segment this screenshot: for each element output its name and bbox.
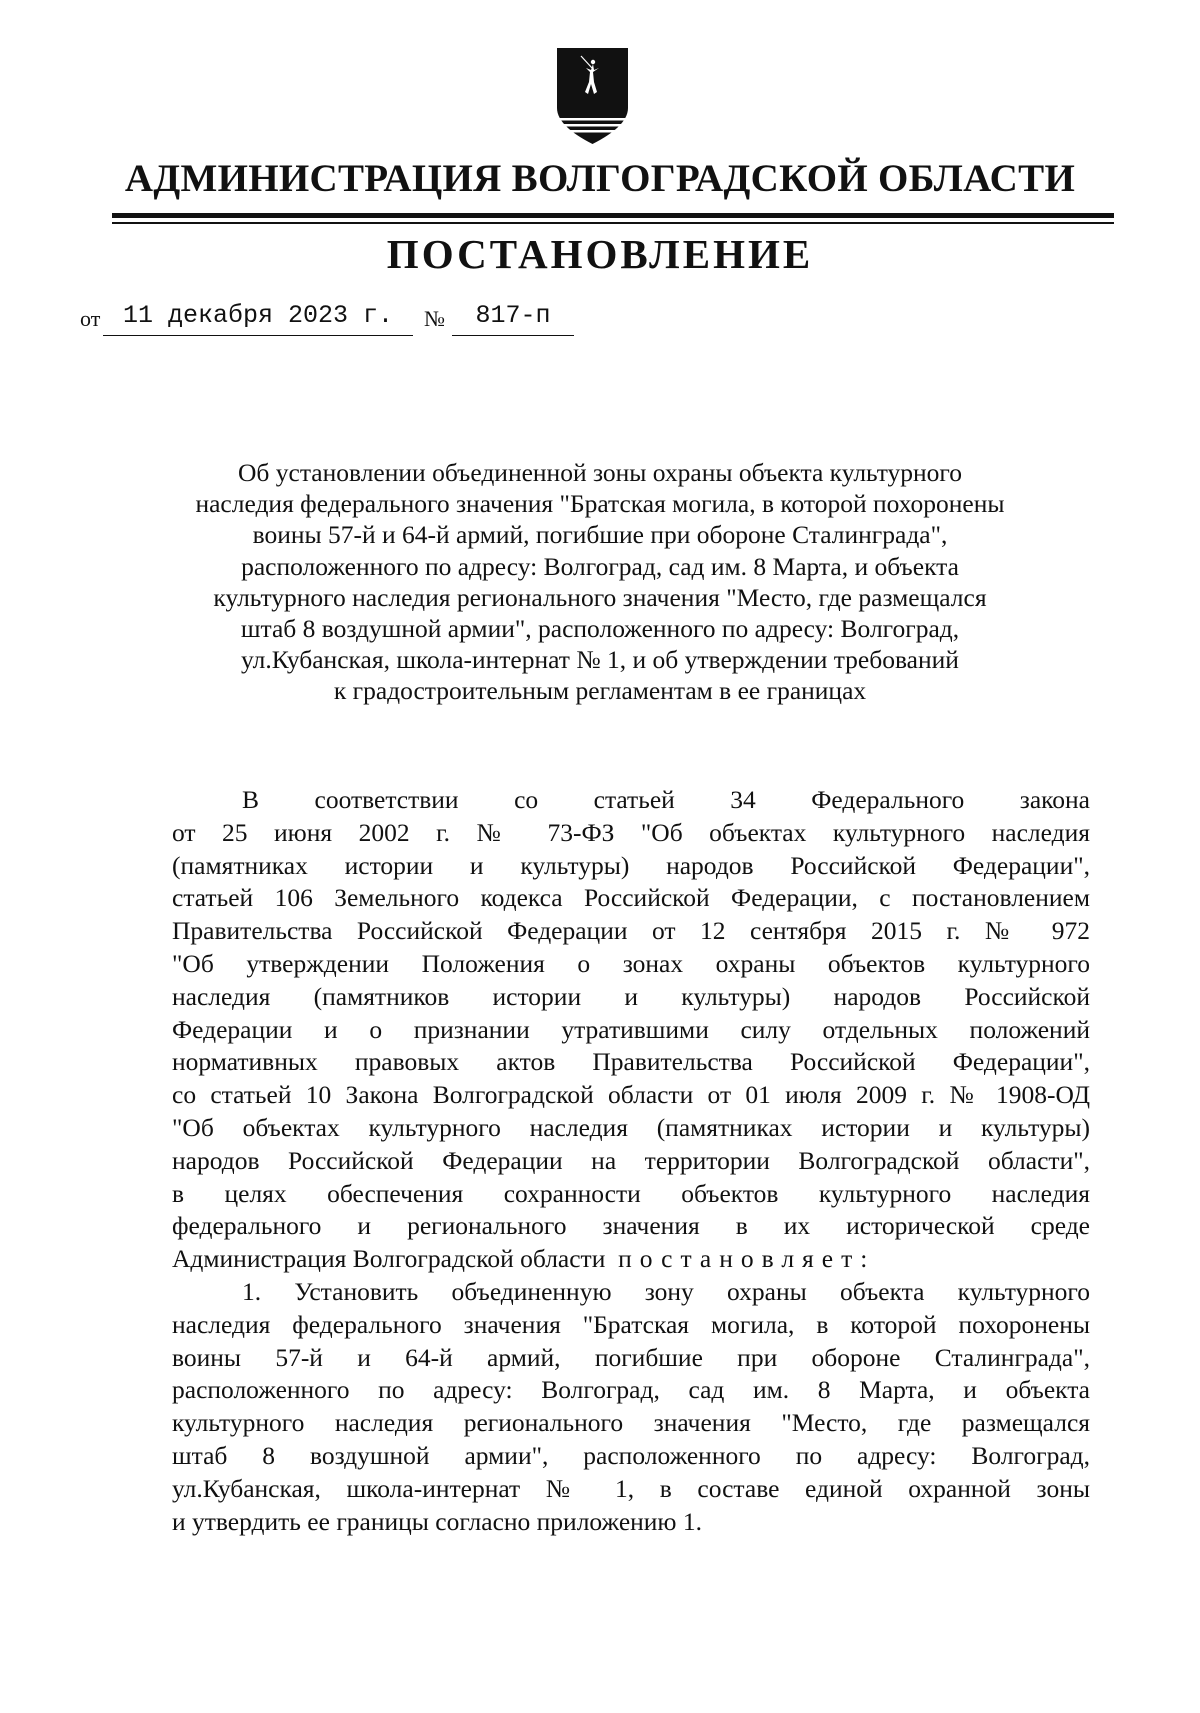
subject-line: наследия федерального значения "Братская могила, в которой похоронены [195,489,1005,519]
item-1-line: воины 57-й и 64-й армий, погибшие при обороне Сталинграда", [172,1342,1090,1372]
decree-verb: постановляет: [618,1244,876,1274]
subject-line: расположенного по адресу: Волгоград, сад им. 8 Марта, и объекта [241,551,959,581]
document-type-title: ПОСТАНОВЛЕНИЕ [386,231,814,277]
preamble-line: наследия (памятников истории и культуры) народов Российской [172,981,1090,1011]
preamble-line: Федерации и о признании утратившими силу отдельных положений [172,1014,1090,1044]
preamble-line: (памятниках истории и культуры) народов Российской Федерации", [172,850,1090,880]
preamble-line: федерального и регионального значения в их исторической среде [172,1211,1090,1241]
item-1-line: штаб 8 воздушной армии", расположенного по адресу: Волгоград, [172,1440,1090,1470]
header-rule-thin [112,222,1114,224]
preamble-line: статьей 106 Земельного кодекса Российской Федерации, с постановлением [172,883,1090,913]
preamble-final-line [172,1243,1090,1276]
preamble-line: нормативных правовых актов Правительства Российской Федерации", [172,1047,1090,1077]
item-1-line: наследия федерального значения "Братская могила, в которой похоронены [172,1309,1090,1339]
volgograd-coat-of-arms-icon [555,48,630,148]
document-number: 817-п [475,301,551,330]
document-meta [0,296,1200,340]
document-body [172,784,1090,1538]
document-subject [160,457,1040,707]
subject-line: ул.Кубанская, школа-интернат № 1, и об утверждении требований [241,645,959,675]
preamble-final-text: Администрация Волгоградской области [172,1244,606,1274]
organization-title: АДМИНИСТРАЦИЯ ВОЛГОГРАДСКОЙ ОБЛАСТИ [124,157,1076,200]
preamble-line: В соответствии со статьей 34 Федерального закона [242,785,1090,814]
header-rule-thick [112,213,1114,218]
document-date: 11 декабря 2023 г. [122,301,394,330]
preamble-line: со статьей 10 Закона Волгоградской области от 01 июля 2009 г. № 1908-ОД [172,1080,1090,1110]
item-1-line: и утвердить ее границы согласно приложению 1. [172,1506,702,1536]
preamble-line: народов Российской Федерации на территории Волгоградской области", [172,1145,1090,1175]
preamble-line: в целях обеспечения сохранности объектов культурного наследия [172,1178,1090,1208]
item-1-line: ул.Кубанская, школа-интернат № 1, в составе единой охранной зоны [172,1473,1090,1503]
date-prefix: от [80,306,101,331]
subject-line: культурного наследия регионального значения "Место, где размещался [213,582,987,612]
item-1-line: культурного наследия регионального значения "Место, где размещался [172,1408,1090,1438]
preamble-line: Правительства Российской Федерации от 12 сентября 2015 г. № 972 [172,916,1090,946]
preamble-line: от 25 июня 2002 г. № 73-ФЗ "Об объектах культурного наследия [172,817,1090,847]
preamble-line: "Об утверждении Положения о зонах охраны объектов культурного [172,948,1090,978]
subject-line: к градостроительным регламентам в ее границах [333,676,867,706]
subject-line: штаб 8 воздушной армии", расположенного по адресу: Волгоград, [240,614,960,644]
subject-line: Об установлении объединенной зоны охраны объекта культурного [238,458,962,487]
number-prefix: № [424,306,445,331]
date-underline [103,335,413,336]
number-underline [452,335,574,336]
item-1-line: расположенного по адресу: Волгоград, сад им. 8 Марта, и объекта [172,1375,1090,1405]
item-1-line: 1. Установить объединенную зону охраны объекта культурного [242,1276,1090,1306]
subject-line: воины 57-й и 64-й армий, погибшие при обороне Сталинграда", [252,520,948,550]
preamble-line: "Об объектах культурного наследия (памятниках истории и культуры) [172,1112,1090,1142]
